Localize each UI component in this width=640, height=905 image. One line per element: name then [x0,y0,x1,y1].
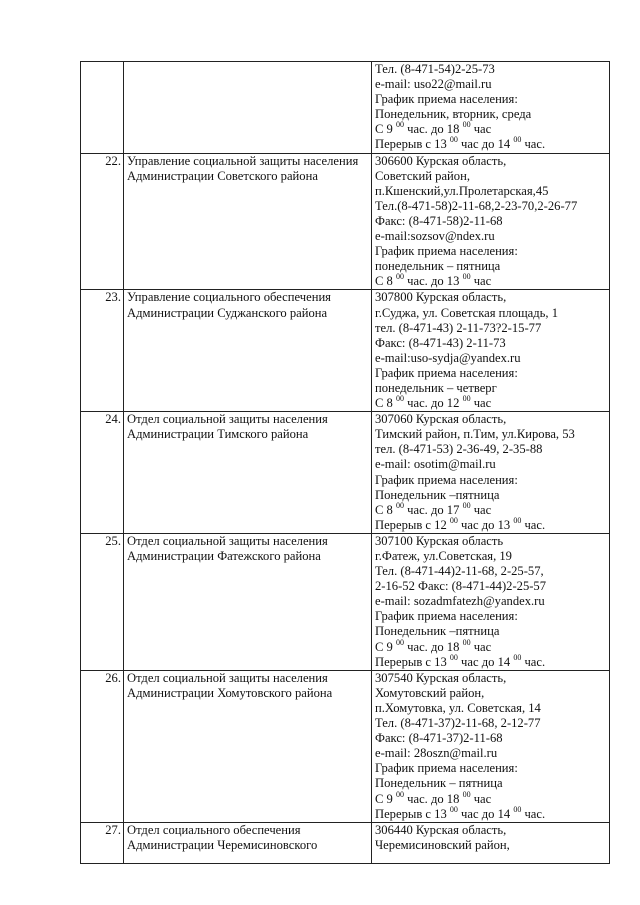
text-fragment: График приема населения: [375,92,518,107]
contact-info-line [375,776,607,791]
table-row [81,153,610,290]
contact-info-line [375,336,607,351]
text-fragment: Факс: (8-471-58)2-11-68 [375,213,503,228]
text-fragment: С 8 [375,274,396,289]
text-fragment: час. [521,654,546,669]
contact-info-line [375,686,607,701]
contact-info-line [375,396,607,411]
text-fragment: Тел.(8-471-58)2-11-68,2-23-70,2-26-77 [375,198,578,213]
contact-info-line [375,184,607,199]
superscript-minutes: 00 [462,789,471,799]
superscript-minutes: 00 [449,135,458,145]
text-fragment: Тимский район, п.Тим, ул.Кирова, 53 [375,427,575,442]
text-fragment: 2-16-52 Факс: (8-471-44)2-25-57 [375,579,547,594]
text-fragment: час. [521,806,546,821]
text-fragment: График приема населения: [375,244,518,259]
row-number: 26. [81,670,124,822]
text-fragment: График приема населения: [375,761,518,776]
contact-info-line [375,716,607,731]
contact-info-line [375,671,607,686]
organization-name [124,62,372,154]
organization-name: Отдел социальной защиты населения Администрации Хомутовского района [124,670,372,822]
contact-info-line [375,549,607,564]
text-fragment: 307800 Курская область, [375,290,507,305]
contact-info-line [375,107,607,122]
text-fragment: Перерыв с 13 [375,806,450,821]
row-number: 24. [81,412,124,534]
text-fragment: п.Кшенский,ул.Пролетарская,45 [375,183,549,198]
text-fragment: С 9 [375,639,396,654]
table-row [81,533,610,670]
text-fragment: 307060 Курская область, [375,412,507,427]
row-number: 27. [81,822,124,863]
text-fragment: час. до 17 [404,502,463,517]
superscript-minutes: 00 [396,637,404,647]
contact-info-line [375,62,607,77]
superscript-minutes: 00 [396,789,404,799]
text-fragment: Понедельник –пятница [375,487,500,502]
contacts-table [80,61,610,864]
text-fragment: час. до 13 [404,274,463,289]
contact-info-line [375,731,607,746]
contact-info-line [375,823,607,838]
text-fragment: Тел. (8-471-37)2-11-68, 2-12-77 [375,716,541,731]
contacts-table-body [81,62,610,864]
contact-info-line [375,652,607,670]
contact-info [372,822,610,863]
contact-info-line [375,534,607,549]
table-row [81,62,610,154]
contact-info [372,412,610,534]
contact-info-line [375,701,607,716]
superscript-minutes: 00 [449,652,458,662]
superscript-minutes: 00 [396,500,404,510]
text-fragment: час [470,396,492,411]
contact-info-line [375,274,607,289]
text-fragment: час [470,791,492,806]
superscript-minutes: 00 [396,394,404,404]
text-fragment: Понедельник –пятница [375,624,500,639]
text-fragment: час [470,122,492,137]
superscript-minutes: 00 [462,272,471,282]
text-fragment: г.Суджа, ул. Советская площадь, 1 [375,305,559,320]
text-fragment: тел. (8-471-43) 2-11-73?2-15-77 [375,320,542,335]
text-fragment: График приема населения: [375,609,518,624]
organization-name: Управление социальной защиты населения Администрации Советского района [124,153,372,290]
text-fragment: Перерыв с 12 [375,517,450,532]
text-fragment: e-mail:sozsov@ndex.ru [375,229,495,244]
contact-info-line [375,761,607,776]
text-fragment: Перерыв с 13 [375,654,450,669]
contact-info [372,290,610,412]
contact-info-line [375,804,607,822]
superscript-minutes: 00 [462,394,471,404]
contact-info-line [375,789,607,807]
text-fragment: час. до 18 [404,791,463,806]
superscript-minutes: 00 [396,120,404,130]
row-number: 22. [81,153,124,290]
text-fragment: п.Хомутовка, ул. Советская, 14 [375,700,541,715]
contact-info-line [375,624,607,639]
contact-info-line [375,244,607,259]
text-fragment: Понедельник, вторник, среда [375,107,532,122]
text-fragment: e-mail: sozadmfatezh@yandex.ru [375,594,545,609]
text-fragment: 307540 Курская область, [375,670,507,685]
superscript-minutes: 00 [513,804,522,814]
text-fragment: e-mail: 28oszn@mail.ru [375,746,498,761]
contact-info-line [375,746,607,761]
table-row [81,290,610,412]
text-fragment: С 8 [375,396,396,411]
table-row [81,412,610,534]
text-fragment: час. до 18 [404,639,463,654]
text-fragment: час. [521,137,546,152]
text-fragment: понедельник – четверг [375,380,497,395]
contact-info [372,62,610,154]
text-fragment: С 9 [375,122,396,137]
contact-info [372,533,610,670]
text-fragment: час до 13 [457,517,514,532]
contact-info-line [375,457,607,472]
text-fragment: Тел. (8-471-44)2-11-68, 2-25-57, [375,564,544,579]
contact-info-line [375,637,607,655]
row-number [81,62,124,154]
text-fragment: 306600 Курская область, [375,153,507,168]
text-fragment: Факс: (8-471-37)2-11-68 [375,731,503,746]
text-fragment: Перерыв с 13 [375,137,450,152]
row-number: 23. [81,290,124,412]
organization-name: Отдел социальной защиты населения Администрации Тимского района [124,412,372,534]
organization-name: Отдел социальной защиты населения Администрации Фатежского района [124,533,372,670]
contact-info-line [375,351,607,366]
contact-info-line [375,579,607,594]
superscript-minutes: 00 [513,515,522,525]
contact-info-line [375,366,607,381]
superscript-minutes: 00 [396,272,404,282]
row-number: 25. [81,533,124,670]
text-fragment: e-mail: osotim@mail.ru [375,457,496,472]
contact-info-line [375,199,607,214]
contact-info-line [375,594,607,609]
text-fragment: Хомутовский район, [375,685,485,700]
text-fragment: График приема населения: [375,472,518,487]
superscript-minutes: 00 [513,652,522,662]
text-fragment: e-mail:uso-sydja@yandex.ru [375,350,521,365]
contact-info-line [375,321,607,336]
text-fragment: час. до 12 [404,396,463,411]
contact-info-line [375,229,607,244]
text-fragment: e-mail: uso22@mail.ru [375,77,492,92]
text-fragment: г.Фатеж, ул.Советская, 19 [375,549,512,563]
text-fragment: Черемисиновский район, [375,837,510,852]
contact-info-line [375,290,607,305]
contact-info-line [375,122,607,137]
text-fragment: График приема населения: [375,365,518,380]
table-row [81,822,610,863]
text-fragment: час до 14 [457,137,514,152]
text-fragment: час до 14 [457,806,514,821]
text-fragment: С 9 [375,791,396,806]
contact-info-line [375,306,607,321]
text-fragment: час. до 18 [404,122,463,137]
contact-info-line [375,488,607,503]
text-fragment: час [470,274,492,289]
contact-info [372,670,610,822]
contact-info-line [375,473,607,488]
text-fragment: Понедельник – пятница [375,776,503,791]
organization-name: Отдел социального обеспечения Администрации Черемисиновского [124,822,372,863]
text-fragment: час [470,639,492,654]
contact-info-line [375,427,607,442]
contact-info-line [375,412,607,427]
superscript-minutes: 00 [449,515,458,525]
contact-info-line [375,381,607,396]
contact-info-line [375,169,607,184]
text-fragment: Тел. (8-471-54)2-25-73 [375,62,495,76]
contact-info-line [375,77,607,92]
contact-info-line [375,564,607,579]
superscript-minutes: 00 [462,120,471,130]
text-fragment: час [470,502,492,517]
organization-name: Управление социального обеспечения Администрации Суджанского района [124,290,372,412]
superscript-minutes: 00 [449,804,458,814]
contact-info-line [375,214,607,229]
superscript-minutes: 00 [462,637,471,647]
text-fragment: 307100 Курская область [375,533,504,548]
contact-info [372,153,610,290]
text-fragment: понедельник – пятница [375,259,501,274]
text-fragment: 306440 Курская область, [375,822,507,837]
contact-info-line [375,609,607,624]
contact-info-line [375,838,607,853]
contact-info-line [375,515,607,533]
text-fragment: Факс: (8-471-43) 2-11-73 [375,335,506,350]
contact-info-line [375,92,607,107]
contact-info-line [375,137,607,152]
contact-info-line [375,259,607,274]
superscript-minutes: 00 [462,500,471,510]
contact-info-line [375,154,607,169]
text-fragment: Советский район, [375,168,470,183]
contact-info-line [375,500,607,518]
text-fragment: час. [521,517,546,532]
superscript-minutes: 00 [513,135,522,145]
contact-info-line [375,442,607,457]
table-row [81,670,610,822]
text-fragment: тел. (8-471-53) 2-36-49, 2-35-88 [375,442,543,457]
text-fragment: С 8 [375,502,396,517]
text-fragment: час до 14 [457,654,514,669]
